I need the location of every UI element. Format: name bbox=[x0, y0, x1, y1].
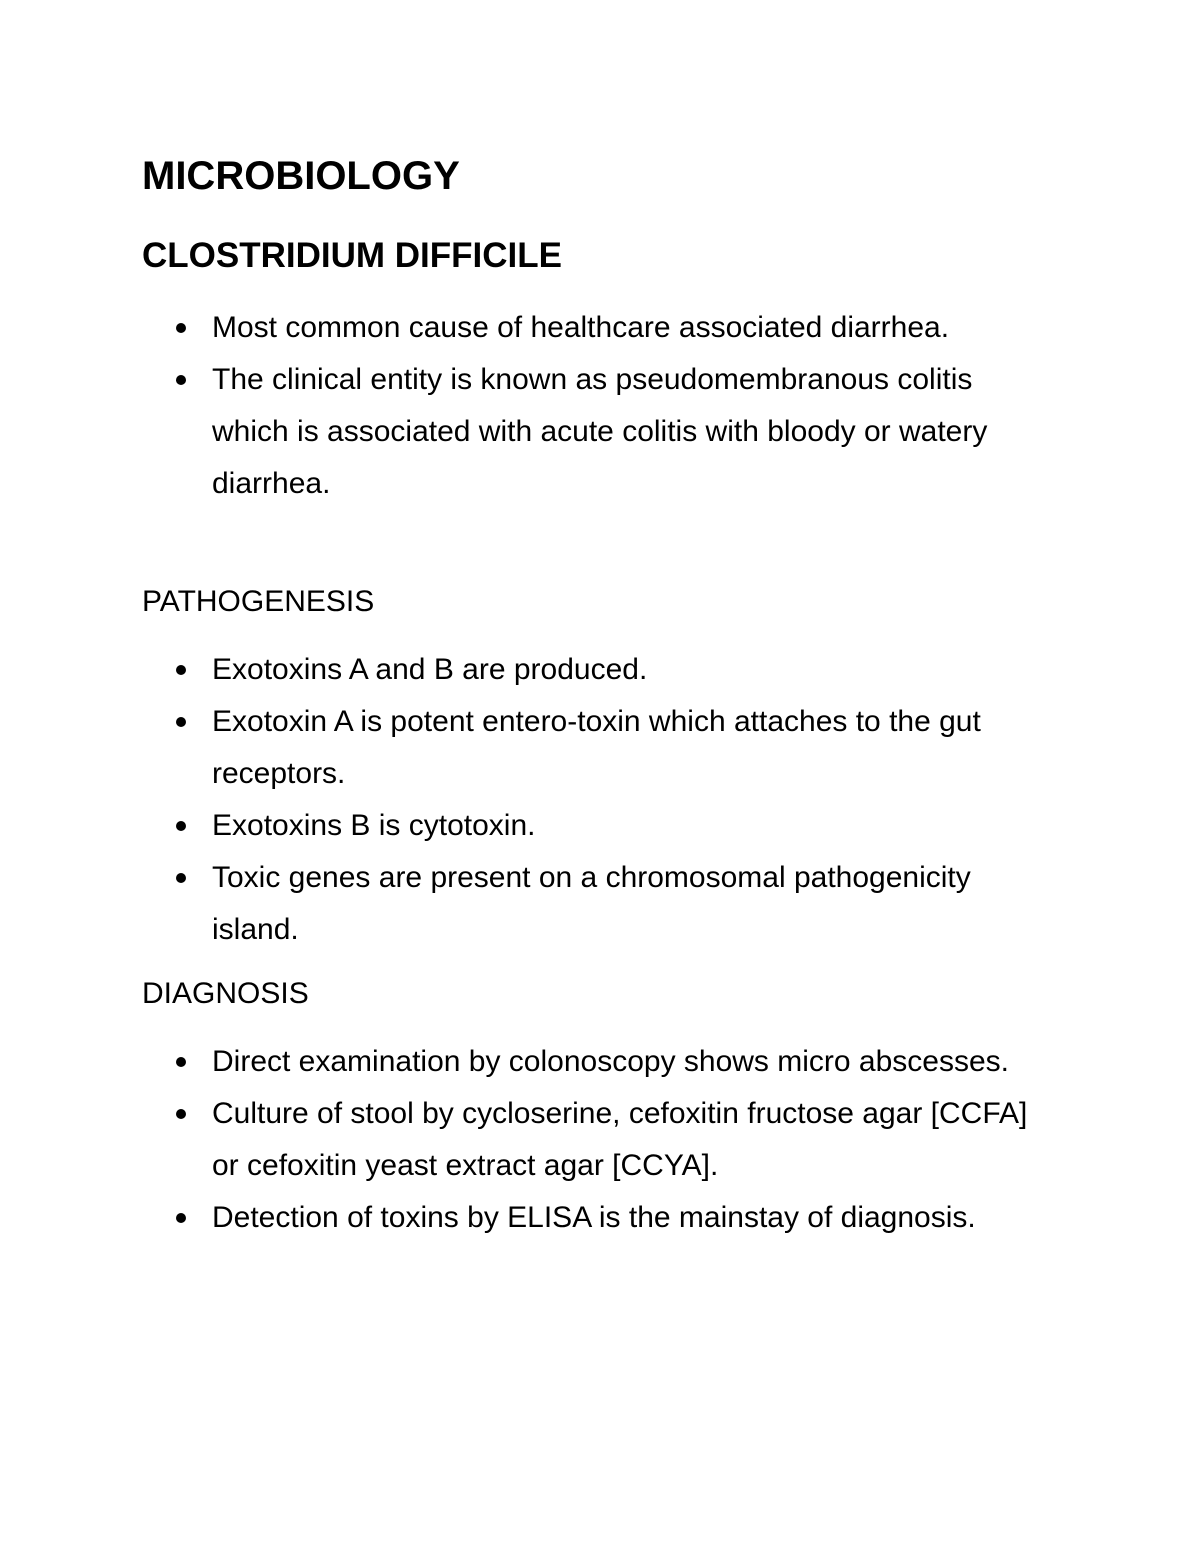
list-item bbox=[142, 1088, 1042, 1192]
list-item-text: Exotoxin A is potent entero-toxin which attaches to the gut receptors. bbox=[212, 705, 981, 790]
list-item bbox=[142, 302, 1042, 354]
list-item bbox=[142, 644, 1042, 696]
bullet-icon bbox=[176, 873, 186, 883]
bullet-icon bbox=[176, 717, 186, 727]
document-subtitle: CLOSTRIDIUM DIFFICILE bbox=[142, 236, 562, 275]
list-item-text: Most common cause of healthcare associated diarrhea. bbox=[212, 311, 950, 344]
document-page bbox=[142, 0, 1042, 1553]
list-item bbox=[142, 1036, 1042, 1088]
list-item-text: Exotoxins B is cytotoxin. bbox=[212, 809, 536, 842]
intro-bullet-list bbox=[142, 302, 1042, 510]
pathogenesis-bullet-list bbox=[142, 644, 1042, 956]
diagnosis-bullet-list bbox=[142, 1036, 1042, 1244]
bullet-icon bbox=[176, 821, 186, 831]
list-item-text: Detection of toxins by ELISA is the mainstay of diagnosis. bbox=[212, 1201, 976, 1234]
list-item bbox=[142, 1192, 1042, 1244]
bullet-icon bbox=[176, 1213, 186, 1223]
bullet-icon bbox=[176, 375, 186, 385]
list-item-text: The clinical entity is known as pseudomembranous colitis which is associated with acute colitis with bloody or watery diarrhea. bbox=[212, 363, 988, 500]
list-item bbox=[142, 354, 1042, 510]
list-item-text: Exotoxins A and B are produced. bbox=[212, 653, 648, 686]
list-item bbox=[142, 852, 1042, 956]
document-title: MICROBIOLOGY bbox=[142, 154, 460, 198]
diagnosis-heading: DIAGNOSIS bbox=[142, 977, 309, 1010]
bullet-icon bbox=[176, 665, 186, 675]
pathogenesis-heading: PATHOGENESIS bbox=[142, 585, 375, 618]
list-item-text: Culture of stool by cycloserine, cefoxitin fructose agar [CCFA] or cefoxitin yeast extract agar [CCYA]. bbox=[212, 1097, 1028, 1182]
bullet-icon bbox=[176, 1109, 186, 1119]
list-item-text: Direct examination by colonoscopy shows micro abscesses. bbox=[212, 1045, 1010, 1078]
bullet-icon bbox=[176, 1057, 186, 1067]
bullet-icon bbox=[176, 323, 186, 333]
list-item bbox=[142, 696, 1042, 800]
list-item-text: Toxic genes are present on a chromosomal pathogenicity island. bbox=[212, 861, 971, 946]
list-item bbox=[142, 800, 1042, 852]
